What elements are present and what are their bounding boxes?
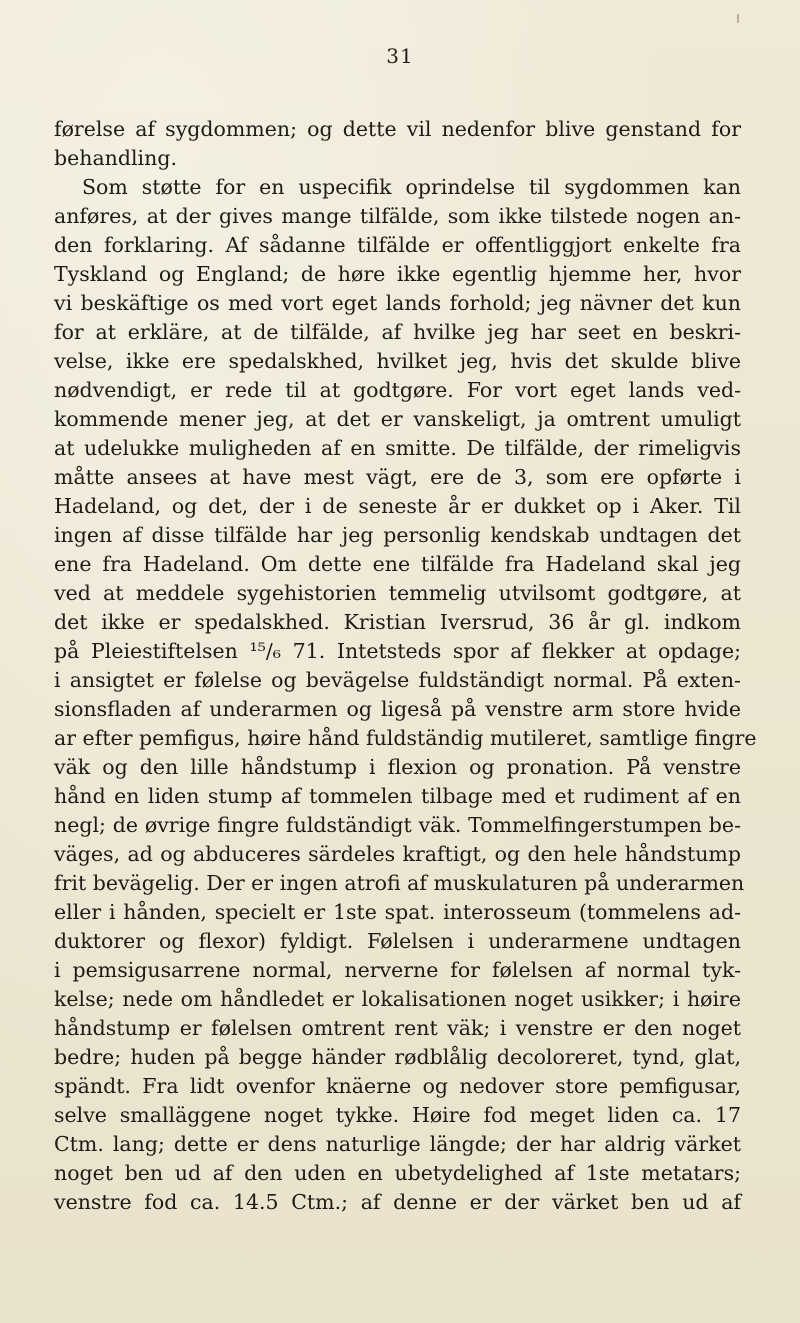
text-line-9: velse, ikke ere spedalskhed, hvilket jeg, hvis det skulde blive bbox=[54, 349, 741, 373]
text-line-34: spändt. Fra lidt ovenfor knäerne og nedover store pemfigusar, bbox=[54, 1074, 741, 1098]
text-line-29: duktorer og flexor) fyldigt. Følelsen i underarmene undtagen bbox=[54, 929, 741, 953]
text-line-3: Som støtte for en uspecifik oprindelse til sygdommen kan bbox=[82, 175, 741, 199]
text-line-26: väges, ad og abduceres särdeles kraftigt, og den hele håndstump bbox=[54, 842, 741, 866]
text-line-1: førelse af sygdommen; og dette vil nedenfor blive genstand for bbox=[54, 117, 741, 141]
text-line-5: den forklaring. Af sådanne tilfälde er offentliggjort enkelte fra bbox=[54, 233, 741, 257]
text-line-13: måtte ansees at have mest vägt, ere de 3, som ere opførte i bbox=[54, 465, 741, 489]
text-line-35: selve smalläggene noget tykke. Høire fod meget liden ca. 17 bbox=[54, 1103, 741, 1127]
text-line-21: sionsfladen af underarmen og ligeså på venstre arm store hvide bbox=[54, 697, 741, 721]
text-line-32: håndstump er følelsen omtrent rent väk; i venstre er den noget bbox=[54, 1016, 741, 1040]
text-line-24: hånd en liden stump af tommelen tilbage med et rudiment af en bbox=[54, 784, 741, 808]
text-line-27: frit bevägelig. Der er ingen atrofi af muskulaturen på underarmen bbox=[54, 871, 745, 895]
text-line-17: ved at meddele sygehistorien temmelig utvilsomt godtgøre, at bbox=[54, 581, 741, 605]
text-line-4: anføres, at der gives mange tilfälde, som ikke tilstede nogen an- bbox=[54, 204, 741, 228]
text-line-18: det ikke er spedalskhed. Kristian Iversrud, 36 år gl. indkom bbox=[54, 610, 741, 634]
text-line-6: Tyskland og England; de høre ikke egentlig hjemme her, hvor bbox=[54, 262, 741, 286]
print-speck bbox=[737, 14, 739, 23]
text-line-36: Ctm. lang; dette er dens naturlige längde; der har aldrig värket bbox=[54, 1132, 741, 1156]
text-line-23: väk og den lille håndstump i flexion og pronation. På venstre bbox=[54, 755, 741, 779]
text-line-2: behandling. bbox=[54, 146, 177, 170]
text-line-16: ene fra Hadeland. Om dette ene tilfälde fra Hadeland skal jeg bbox=[54, 552, 741, 576]
text-line-14: Hadeland, og det, der i de seneste år er dukket op i Aker. Til bbox=[54, 494, 741, 518]
text-line-11: kommende mener jeg, at det er vanskeligt, ja omtrent umuligt bbox=[54, 407, 741, 431]
text-line-38: venstre fod ca. 14.5 Ctm.; af denne er der värket ben ud af bbox=[54, 1190, 741, 1214]
text-line-33: bedre; huden på begge händer rødblålig decoloreret, tynd, glat, bbox=[54, 1045, 741, 1069]
text-line-20: i ansigtet er følelse og bevägelse fuldständigt normal. På exten- bbox=[54, 668, 741, 692]
text-line-37: noget ben ud af den uden en ubetydelighed af 1ste metatars; bbox=[54, 1161, 741, 1185]
text-line-12: at udelukke muligheden af en smitte. De tilfälde, der rimeligvis bbox=[54, 436, 741, 460]
text-line-25: negl; de øvrige fingre fuldständigt väk. Tommelfingerstumpen be- bbox=[54, 813, 741, 837]
text-line-31: kelse; nede om håndledet er lokalisationen noget usikker; i høire bbox=[54, 987, 741, 1011]
text-line-7: vi beskäftige os med vort eget lands forhold; jeg nävner det kun bbox=[54, 291, 741, 315]
text-line-15: ingen af disse tilfälde har jeg personlig kendskab undtagen det bbox=[54, 523, 741, 547]
text-line-22: ar efter pemfigus, høire hånd fuldständig mutileret, samtlige fingre bbox=[54, 726, 757, 750]
text-line-8: for at erkläre, at de tilfälde, af hvilke jeg har seet en beskri- bbox=[54, 320, 741, 344]
text-line-28: eller i hånden, specielt er 1ste spat. interosseum (tommelens ad- bbox=[54, 900, 741, 924]
page-number: 31 bbox=[386, 44, 414, 68]
text-line-30: i pemsigusarrene normal, nerverne for følelsen af normal tyk- bbox=[54, 958, 741, 982]
text-line-10: nødvendigt, er rede til at godtgøre. For vort eget lands ved- bbox=[54, 378, 741, 402]
text-line-19: på Pleiestiftelsen ¹⁵/₆ 71. Intetsteds spor af flekker at opdage; bbox=[54, 639, 741, 663]
